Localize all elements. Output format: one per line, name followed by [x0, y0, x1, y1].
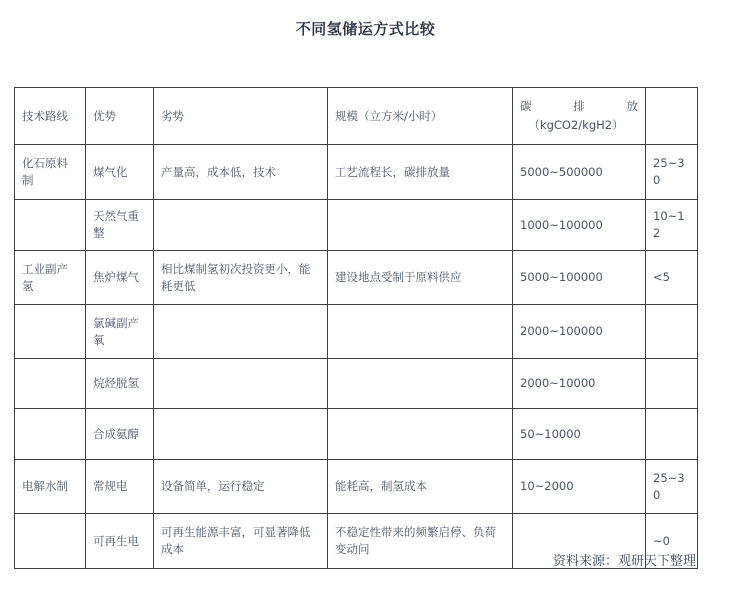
table-row	[15, 359, 698, 409]
cell-scale: 5000~500000	[513, 145, 646, 200]
cell-disadvantage: 工艺流程长，碳排放量	[328, 145, 513, 200]
cell-route: 工业副产氢	[15, 251, 86, 305]
cell-carbon	[646, 305, 698, 359]
cell-disadvantage	[328, 359, 513, 409]
cell-route	[15, 200, 86, 251]
cell-disadvantage: 不稳定性带来的频繁启停、负荷变动问	[328, 514, 513, 569]
header-cell-carbon-emission	[513, 88, 646, 145]
table-row	[15, 251, 698, 305]
cell-carbon: ~0	[646, 514, 698, 569]
comparison-table-container	[14, 87, 697, 569]
cell-advantage: 可再生能源丰富，可显著降低成本	[154, 514, 328, 569]
header-cell-disadvantage: 劣势	[154, 88, 328, 145]
cell-scale: 1000~100000	[513, 200, 646, 251]
carbon-header-line1: 碳 排 放	[520, 99, 638, 114]
source-note: 资料来源：观研天下整理	[552, 554, 696, 569]
cell-advantage: 相比煤制氢初次投资更小，能耗更低	[154, 251, 328, 305]
cell-carbon: 25~30	[646, 460, 698, 514]
table-header-row	[15, 88, 698, 145]
cell-method: 煤气化	[86, 145, 154, 200]
cell-carbon: 25~30	[646, 145, 698, 200]
page-title: 不同氢储运方式比较	[295, 20, 436, 38]
cell-method: 氯碱副产氧	[86, 305, 154, 359]
cell-route	[15, 305, 86, 359]
cell-advantage	[154, 409, 328, 460]
cell-disadvantage	[328, 305, 513, 359]
cell-carbon: <5	[646, 251, 698, 305]
header-cell-advantage: 优势	[86, 88, 154, 145]
header-cell-scale: 规模（立方米/小时）	[328, 88, 513, 145]
table-row	[15, 460, 698, 514]
cell-method: 可再生电	[86, 514, 154, 569]
cell-route: 电解水制	[15, 460, 86, 514]
table-row	[15, 409, 698, 460]
header-cell-route: 技术路线	[15, 88, 86, 145]
cell-advantage: 设备简单，运行稳定	[154, 460, 328, 514]
cell-advantage	[154, 359, 328, 409]
table-row	[15, 305, 698, 359]
cell-route	[15, 409, 86, 460]
cell-scale: 50~10000	[513, 409, 646, 460]
cell-carbon: 10~12	[646, 200, 698, 251]
header-cell-extra	[646, 88, 698, 145]
table-row	[15, 200, 698, 251]
carbon-header-line2: （kgCO2/kgH2）	[528, 118, 624, 132]
cell-scale: 2000~100000	[513, 305, 646, 359]
cell-scale: 5000~100000	[513, 251, 646, 305]
cell-route: 化石原料制	[15, 145, 86, 200]
cell-method: 合成氨醇	[86, 409, 154, 460]
cell-advantage: 产量高，成本低，技术	[154, 145, 328, 200]
cell-disadvantage: 能耗高，制氢成本	[328, 460, 513, 514]
cell-disadvantage	[328, 409, 513, 460]
cell-disadvantage	[328, 200, 513, 251]
cell-carbon	[646, 409, 698, 460]
cell-scale: 2000~10000	[513, 359, 646, 409]
cell-disadvantage: 建设地点受制于原料供应	[328, 251, 513, 305]
cell-method: 烷烃脱氢	[86, 359, 154, 409]
cell-method: 天然气重整	[86, 200, 154, 251]
cell-method: 常规电	[86, 460, 154, 514]
carbon-header-text	[520, 98, 638, 133]
hydrogen-production-comparison-table	[14, 87, 698, 569]
cell-method: 焦炉煤气	[86, 251, 154, 305]
cell-carbon	[646, 359, 698, 409]
table-row	[15, 145, 698, 200]
cell-advantage	[154, 305, 328, 359]
cell-advantage	[154, 200, 328, 251]
cell-route	[15, 359, 86, 409]
cell-scale: 10~2000	[513, 460, 646, 514]
